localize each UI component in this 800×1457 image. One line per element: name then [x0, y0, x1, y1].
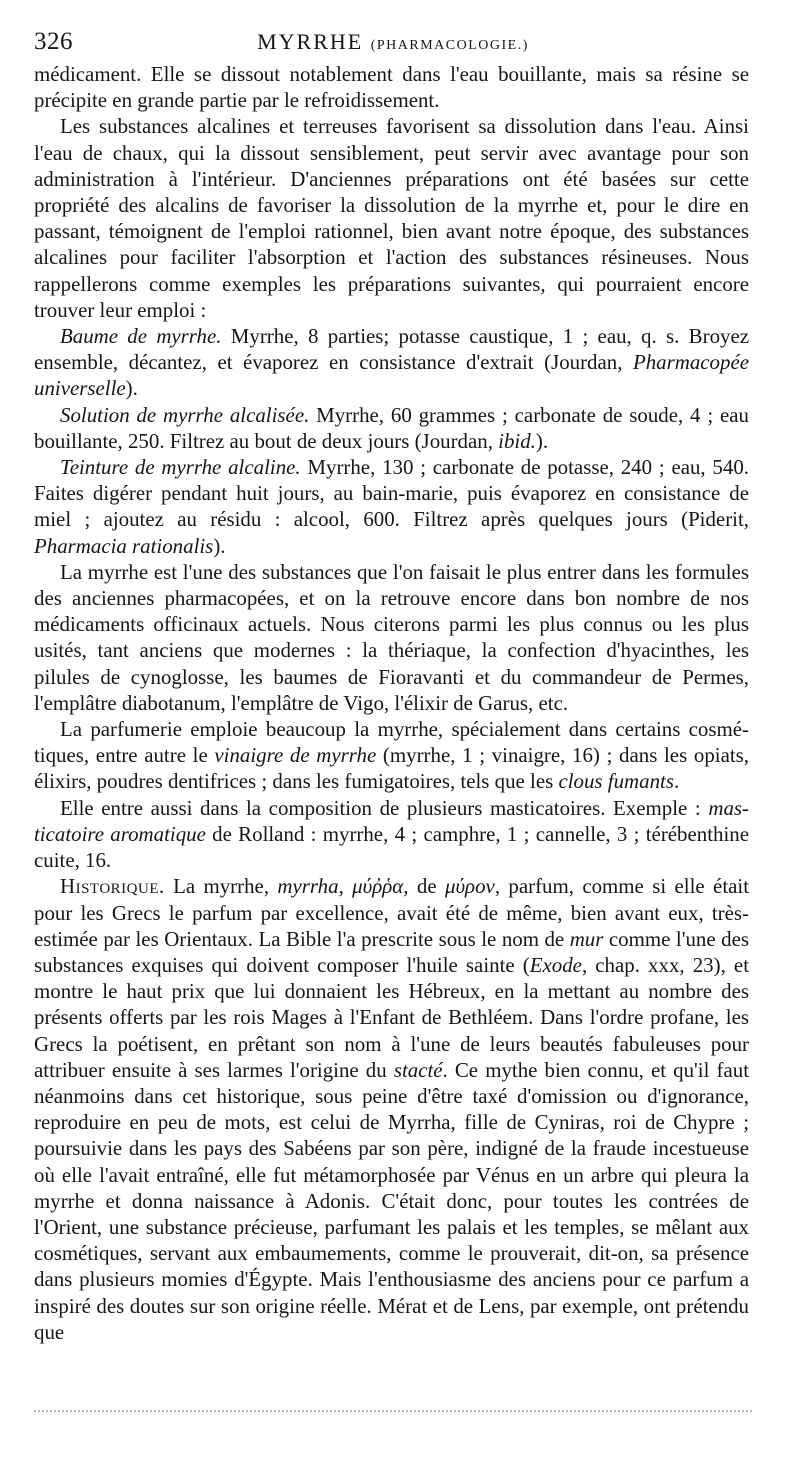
recipe-text: Myrrhe, 8 parties; potasse caustique, 1 ; eau, q. s. Broyez ensemble, décantez, et évaporez en consistance d'extrait (Jourdan, — [34, 324, 749, 375]
recipe-solution-alcalisee — [34, 402, 749, 454]
running-title — [34, 29, 752, 55]
recipe-reference: Pharmacia rationalis — [34, 533, 214, 558]
term-vinaigre: vinaigre de myrrhe — [214, 743, 377, 768]
term-exode: Exode — [529, 952, 582, 977]
text-segment: comme l'une des substances exquises qui doivent composer l'huile sainte ( — [34, 926, 749, 977]
greek-word-myron: μύρον — [444, 874, 495, 899]
header-title: MYRRHE — [257, 29, 364, 54]
recipe-text-end: ). — [213, 533, 226, 558]
term-masticatoire: masticatoire aromatique — [34, 795, 749, 846]
text-segment: , parfum, comme si elle était pour les Grecs le parfum par excellence, avait été de même, bien avant eux, très-estimée par les Orientaux. La Bible l'a prescrite sous le nom de — [34, 874, 750, 951]
term-clous-fumants: clous fumants — [558, 769, 674, 794]
paragraph-officinal-medicines: La myrrhe est l'une des substances que l'on faisait le plus entrer dans les formules des anciennes pharmacopées, et on la retrouve encore dans bon nombre de nos médicaments officinaux actuels. Nous citerons parmi les plus connus ou les plus usités, tant anciens que modernes : la thériaque, la confection d'hyacinthes, les pilules de cynoglosse, les baumes de Fioravanti et du commandeur de Permes, l'emplâtre diabotanum, l'emplâtre de Vigo, l'élixir de Garus, etc. — [34, 559, 749, 715]
term-myrrha: myrrha — [277, 874, 339, 899]
header-subtitle: (PHARMACOLOGIE.) — [370, 38, 529, 53]
text-segment: (myrrhe, 1 ; vinaigre, 16) ; dans les opiats, élixirs, poudres dentifrices ; dans les fumigatoires, tels que les — [34, 743, 750, 794]
recipe-title: Baume de myrrhe. — [60, 324, 222, 349]
recipe-reference: ibid. — [498, 428, 536, 453]
text-segment: , de — [403, 874, 445, 899]
paragraph-historique — [34, 873, 749, 1345]
recipe-teinture-alcaline — [34, 454, 749, 559]
paragraph-perfumery — [34, 716, 749, 795]
text-segment: , — [338, 874, 353, 899]
text-segment: La parfumerie emploie beaucoup la myrrhe, spécialement dans certains cosmétiques, entre autre le — [34, 717, 749, 768]
section-label-historique: Historique. — [60, 874, 165, 899]
recipe-text-end: ). — [125, 376, 138, 401]
paragraph-masticatories — [34, 795, 749, 874]
bottom-scan-artifact — [34, 1410, 752, 1424]
recipe-title: Solution de myrrhe alcalisée. — [60, 402, 310, 427]
text-segment: . Ce mythe bien connu, et qu'il faut néanmoins dans cet historique, sous peine d'être taxé d'omission ou d'ignorance, reproduire en peu de mots, est celui de Myrrha, fille de Cyniras, roi de Chypre ; poursuivie dans les pays des Sabéens par son père, indigné de la fraude incestueuse où elle l'avait entraîné, elle fut métamorphosée par Vénus en un arbre qui pleura la myrrhe et donna naissance à Adonis. C'était donc, pour toutes les contrées de l'Orient, une substance précieuse, parfumant les palais et les temples, se mêlant aux cosmétiques, servant aux embaumements, comme le prouverait, dit-on, sa présence dans plusieurs momies d'Égypte. Mais l'enthousiasme des anciens pour ce parfum a inspiré des doutes sur son origine réelle. Mérat et de Lens, par exemple, ont prétendu que — [34, 1057, 749, 1344]
article-body — [34, 61, 749, 1345]
recipe-reference: Pharmacopée universelle — [34, 350, 749, 401]
text-segment: Elle entre aussi dans la composition de plusieurs masticatoires. Exemple : — [60, 795, 709, 820]
term-mur: mur — [569, 926, 604, 951]
text-segment: , chap. xxx, 23), et montre le haut prix que lui donnaient les Hébreux, en la mettant au nombre des présents offerts par les rois Mages à l'Enfant de Bethléem. Dans l'ordre profane, les Grecs la poétisent, en prêtant son nom à l'une de leurs beautés fabuleuses pour attribuer ensuite à ses larmes l'origine du — [34, 952, 749, 1082]
term-stacte: stacté — [393, 1057, 443, 1082]
greek-word-myrrha: μύῤῥα — [352, 874, 404, 899]
paragraph-alkaline-substances: Les substances alcalines et terreuses favorisent sa dissolution dans l'eau. Ainsi l'eau de chaux, qui la dissout sensiblement, peut servir avec avantage pour son administration à l'intérieur. D'anciennes préparations ont été basées sur cette propriété des alcalins de favoriser la dissolution de la myrrhe et, pour le dire en passant, témoignent de l'emploi rationnel, bien avant notre époque, des substances alcalines pour faciliter l'absorption et l'action des substances résineuses. Nous rappellerons comme exemples les préparations suivantes, qui pourraient encore trouver leur emploi : — [34, 114, 749, 322]
text-segment: de Rolland : myrrhe, 4 ; camphre, 1 ; cannelle, 3 ; térébenthine cuite, 16. — [34, 821, 749, 873]
running-header — [34, 24, 752, 56]
text-segment: . — [673, 769, 680, 794]
recipe-text: Myrrhe, 60 grammes ; carbonate de soude, 4 ; eau bouillante, 250. Filtrez au bout de deux jours (Jourdan, — [34, 402, 749, 453]
recipe-text-end: ). — [535, 428, 549, 453]
recipe-text: Myrrhe, 130 ; carbonate de potasse, 240 ; eau, 540. Faites digérer pendant huit jours, au bain-marie, puis évaporez en consistance de miel ; ajoutez au résidu : alcool, 600. Filtrez après quelques jours (Piderit, — [34, 455, 749, 532]
text-segment: La myrrhe, — [164, 874, 278, 899]
recipe-title: Teinture de myrrhe alcaline. — [60, 455, 301, 480]
recipe-baume-de-myrrhe — [34, 323, 749, 402]
page-number: 326 — [34, 28, 73, 55]
paragraph-continuation: médicament. Elle se dissout notablement dans l'eau bouillante, mais sa résine se précipite en grande partie par le refroidissement. — [34, 62, 749, 113]
